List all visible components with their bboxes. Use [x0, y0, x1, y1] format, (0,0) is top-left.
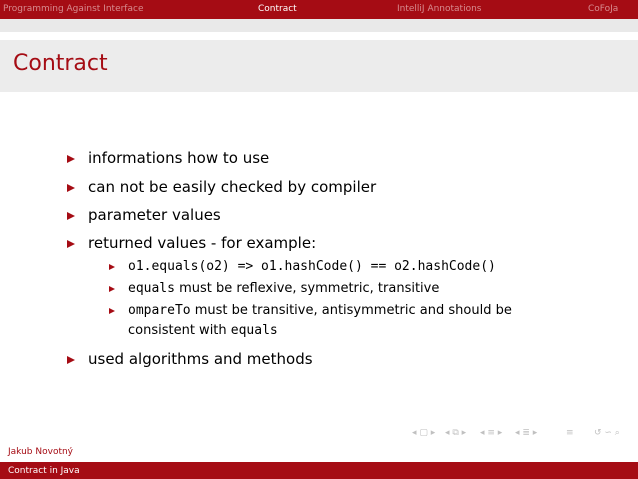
footer-author: Jakub Novotný: [8, 447, 74, 457]
subbullet-triangle-icon: [109, 286, 115, 292]
subbullet-triangle-icon: [109, 264, 115, 270]
code-equals-consistent: equals: [230, 323, 278, 338]
slide-title: Contract: [13, 51, 108, 76]
compareto-description: must be transitive, antisymmetric and should be: [190, 303, 512, 318]
subbullet-compareto-continuation: [128, 323, 278, 339]
code-equals: equals: [128, 281, 175, 296]
bullet-triangle-icon: [67, 240, 75, 248]
subbullet-equals-reflexive: [128, 281, 439, 297]
nav-frame-first-icon[interactable]: ◂ ▢ ▸: [412, 428, 436, 438]
bullet-returned-values: returned values - for example:: [88, 234, 317, 252]
bullet-triangle-icon: [67, 184, 75, 192]
subbullet-compareto: [128, 303, 512, 319]
code-equals-hashcode: o1.equals(o2) => o1.hashCode() == o2.hashCode(): [128, 259, 496, 274]
bullet-used-algorithms: used algorithms and methods: [88, 350, 313, 368]
code-compareto: ompareTo: [128, 303, 191, 318]
subsection-bar: [0, 19, 638, 32]
nav-document-icon[interactable]: ◂ ≣ ▸: [515, 428, 538, 438]
equals-description: must be reflexive, symmetric, transitive: [174, 281, 440, 296]
nav-section-icon[interactable]: ◂ ≡ ▸: [480, 428, 503, 438]
bullet-not-checked: can not be easily checked by compiler: [88, 178, 377, 196]
footer-author-strip: [0, 441, 638, 462]
bullet-informations: informations how to use: [88, 149, 270, 167]
nav-subsection-icon[interactable]: ◂ ⧉ ▸: [445, 428, 467, 438]
section-navigation-bar: [0, 0, 638, 19]
nav-section-contract[interactable]: Contract: [258, 4, 297, 14]
bullet-parameter-values: parameter values: [88, 206, 221, 224]
subbullet-equals-hashcode: [128, 259, 496, 275]
nav-search-icon[interactable]: ↺ ∽ ⌕: [594, 428, 620, 438]
nav-section-cofoja[interactable]: CoFoJa: [588, 4, 619, 14]
bullet-triangle-icon: [67, 155, 75, 163]
subbullet-triangle-icon: [109, 308, 115, 314]
nav-section-programming-against-interface[interactable]: Programming Against Interface: [3, 4, 144, 14]
bullet-triangle-icon: [67, 212, 75, 220]
footer-talk-title: Contract in Java: [8, 466, 80, 476]
consistent-with-text: consistent with: [128, 323, 231, 338]
nav-section-intellij-annotations[interactable]: IntelliJ Annotations: [397, 4, 482, 14]
footer-title-bar: [0, 462, 638, 479]
nav-align-icon[interactable]: ≡: [566, 428, 574, 438]
bullet-triangle-icon: [67, 356, 75, 364]
